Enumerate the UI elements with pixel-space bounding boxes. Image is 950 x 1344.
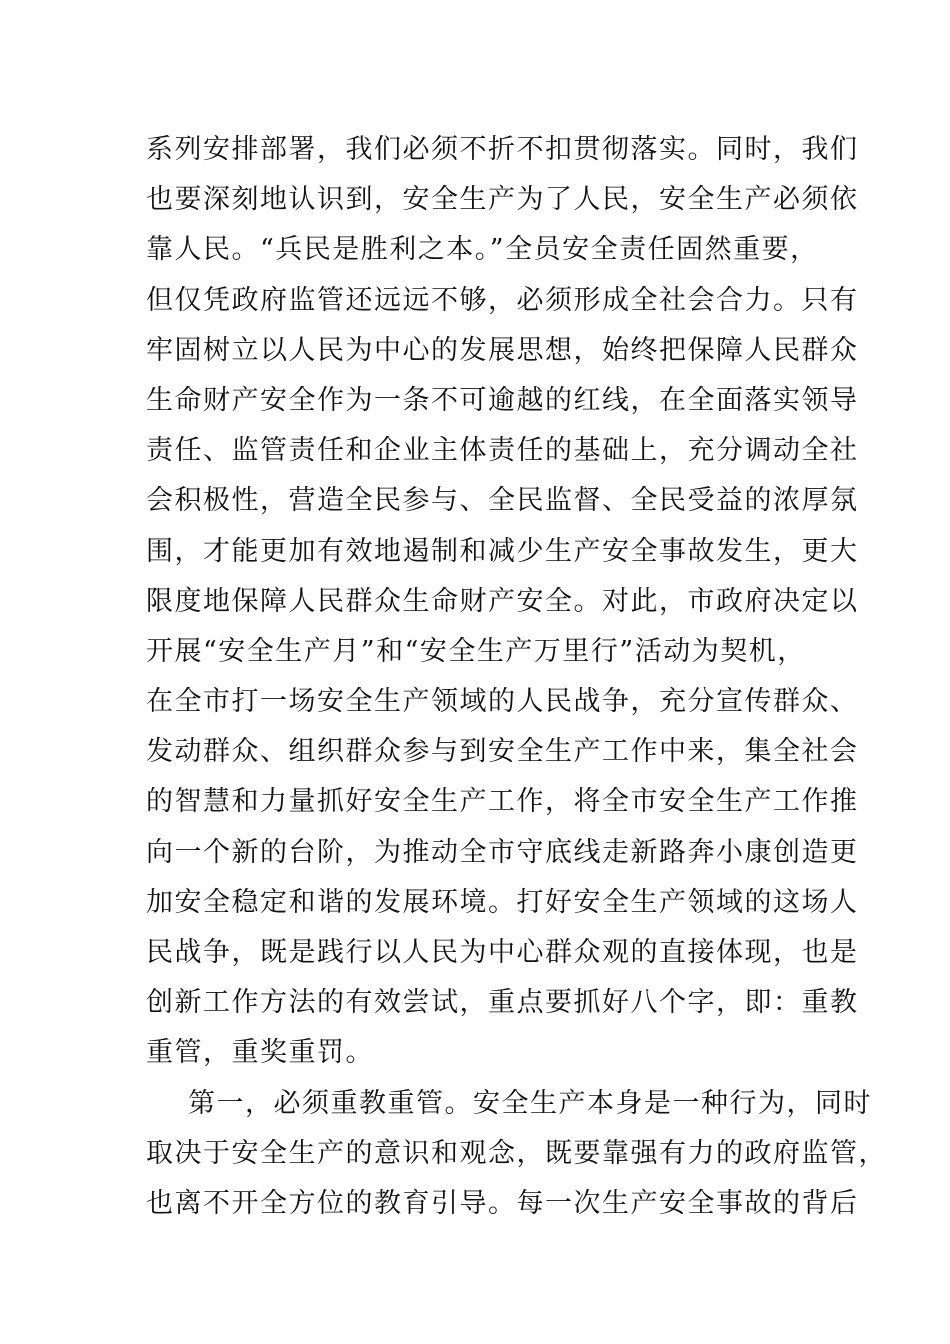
text-line-14: 的智慧和力量抓好安全生产工作，将全市安全生产工作推 xyxy=(146,786,859,818)
text-line-8: 会积极性，营造全民参与、全民监督、全民受益的浓厚氛 xyxy=(146,485,859,517)
text-line-15: 向一个新的台阶，为推动全市守底线走新路奔小康创造更 xyxy=(146,836,859,868)
text-line-11: 开展“安全生产月”和“安全生产万里行”活动为契机， xyxy=(146,635,806,667)
document-body xyxy=(146,125,887,1229)
text-line-17: 民战争，既是践行以人民为中心群众观的直接体现，也是 xyxy=(146,937,859,968)
text-line-12: 在全市打一场安全生产领域的人民战争，充分宣传群众、 xyxy=(146,686,859,718)
text-line-19: 重管，重奖重罚。 xyxy=(146,1037,374,1069)
text-line-16: 加安全稳定和谐的发展环境。打好安全生产领域的这场人 xyxy=(146,886,859,918)
text-line-18: 创新工作方法的有效尝试，重点要抓好八个字，即：重教 xyxy=(146,987,859,1019)
text-line-20: 第一，必须重教重管。安全生产本身是一种行为，同时 xyxy=(188,1087,872,1119)
text-line-13: 发动群众、组织群众参与到安全生产工作中来，集全社会 xyxy=(146,736,859,768)
text-line-21: 取决于安全生产的意识和观念，既要靠强有力的政府监管， xyxy=(146,1137,887,1169)
text-line-1: 系列安排部署，我们必须不折不扣贯彻落实。同时，我们 xyxy=(146,134,859,165)
text-line-7: 责任、监管责任和企业主体责任的基础上，充分调动全社 xyxy=(146,435,859,467)
text-line-10: 限度地保障人民群众生命财产安全。对此，市政府决定以 xyxy=(146,585,859,617)
text-line-6: 生命财产安全作为一条不可逾越的红线，在全面落实领导 xyxy=(146,384,859,416)
text-line-3: 靠人民。“兵民是胜利之本。”全员安全责任固然重要， xyxy=(146,234,819,266)
text-line-9: 围，才能更加有效地遏制和减少生产安全事故发生，更大 xyxy=(146,535,859,567)
text-line-4: 但仅凭政府监管还远远不够，必须形成全社会合力。只有 xyxy=(146,284,859,316)
text-line-2: 也要深刻地认识到，安全生产为了人民，安全生产必须依 xyxy=(146,184,859,216)
text-line-22: 也离不开全方位的教育引导。每一次生产安全事故的背后 xyxy=(146,1187,859,1219)
text-line-5: 牢固树立以人民为中心的发展思想，始终把保障人民群众 xyxy=(146,334,859,366)
